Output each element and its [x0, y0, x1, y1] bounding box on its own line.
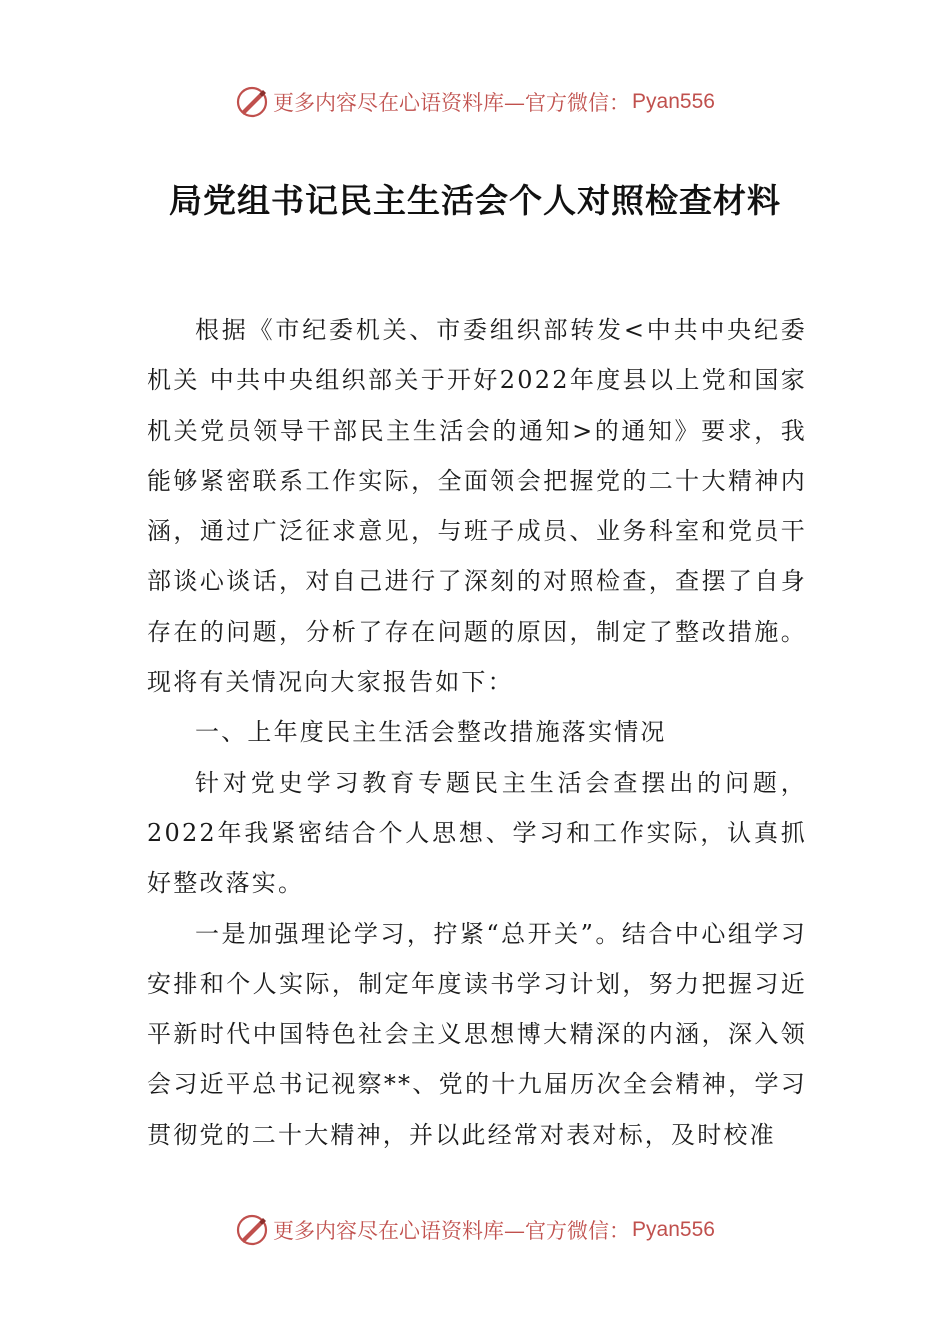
document-title: 局党组书记民主生活会个人对照检查材料	[169, 181, 781, 220]
banner-wechat-id: Pyan556	[632, 1218, 715, 1241]
document-body	[147, 305, 807, 1160]
banner-text: 更多内容尽在心语资料库—官方微信：	[273, 1219, 631, 1243]
paragraph: 根据《市纪委机关、市委组织部转发<中共中央纪委机关 中共中央组织部关于开好2022年度县以上党和国家机关党员领导干部民主生活会的通知>的通知》要求，我能够紧密联系工作实际，全面领会把握党的二十大精神内涵，通过广泛征求意见，与班子成员、业务科室和党员干部谈心谈话，对自己进行了深刻的对照检查，查摆了自身存在的问题，分析了存在问题的原因，制定了整改措施。现将有关情况向大家报告如下：	[147, 316, 807, 697]
footer-banner	[0, 1210, 950, 1250]
pen-logo-icon	[235, 1213, 269, 1247]
paragraph: 一是加强理论学习，拧紧“总开关”。结合中心组学习安排和个人实际，制定年度读书学习计划，努力把握习近平新时代中国特色社会主义思想博大精深的内涵，深入领会习近平总书记视察**、党的十九届历次全会精神，学习贯彻党的二十大精神，并以此经常对表对标，及时校准	[147, 919, 807, 1149]
banner-wechat-id: Pyan556	[632, 90, 715, 113]
section-heading: 一、上年度民主生活会整改措施落实情况	[195, 718, 667, 747]
pen-logo-icon	[235, 85, 269, 119]
header-banner	[0, 82, 950, 122]
banner-text: 更多内容尽在心语资料库—官方微信：	[273, 91, 631, 115]
paragraph: 针对党史学习教育专题民主生活会查摆出的问题，2022年我紧密结合个人思想、学习和工作实际，认真抓好整改落实。	[147, 768, 807, 898]
